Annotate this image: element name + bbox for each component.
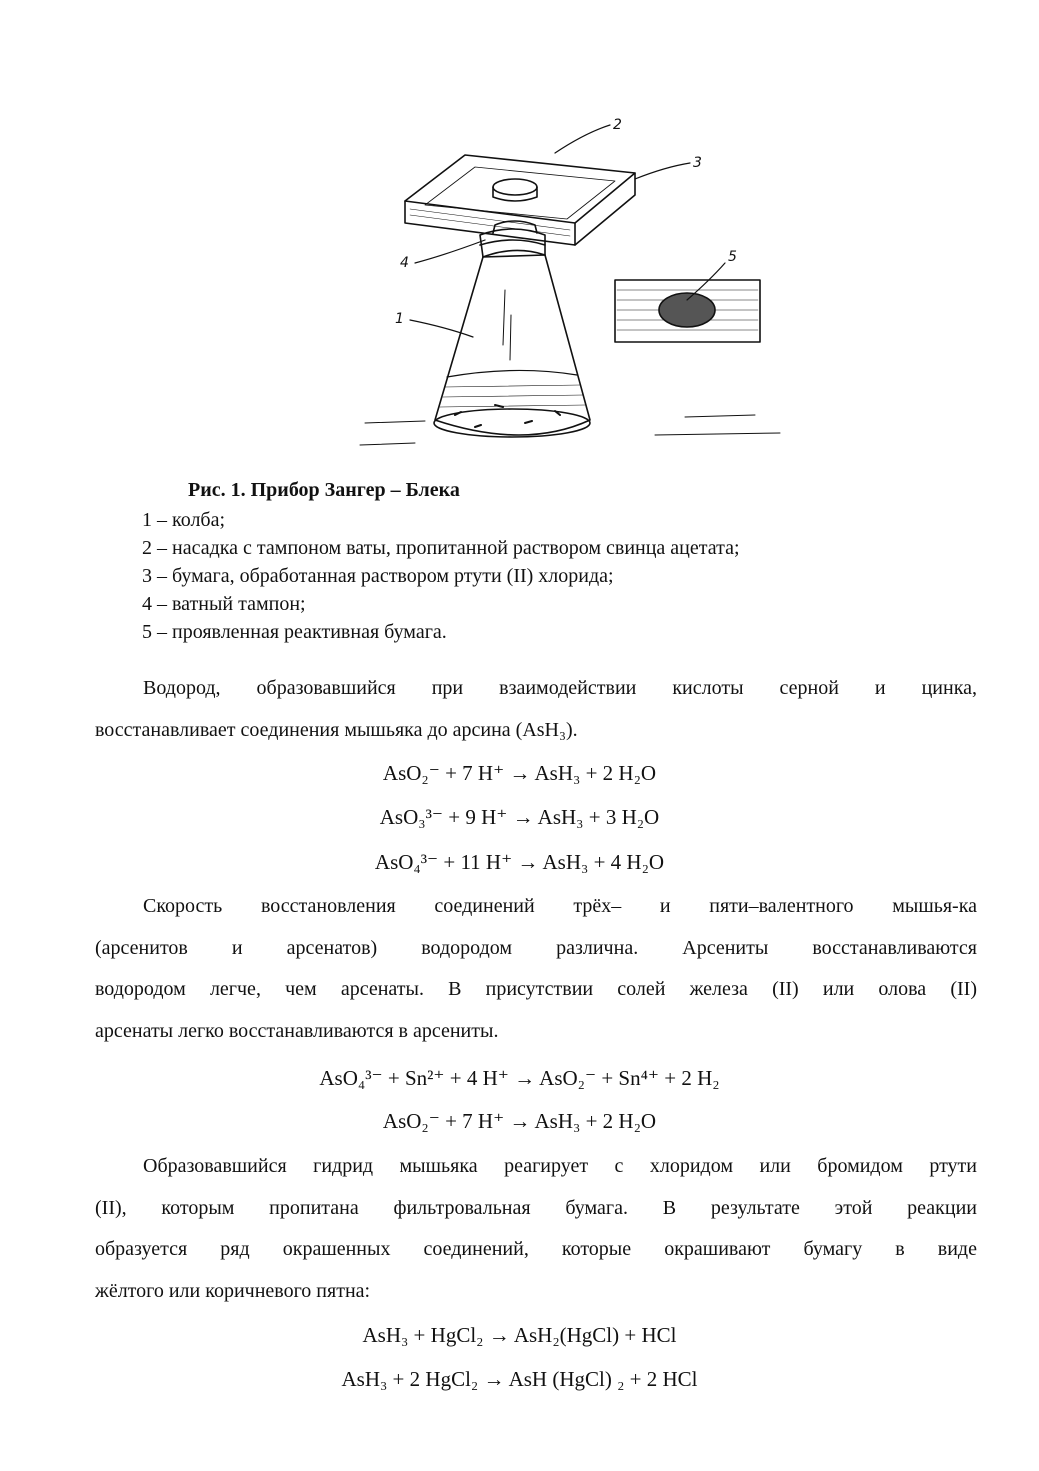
text-line: водородом легче, чем арсенаты. В присутствии солей железа (II) или олова (II) [95, 978, 977, 1000]
text-line: (арсенитов и арсенатов) водородом различна. Арсениты восстанавливаются [95, 936, 977, 959]
text-line: (II), которым пропитана фильтровальная бумага. В результате этой реакции [95, 1196, 977, 1219]
equation: AsO₄³⁻ + Sn²⁺ + 4 H⁺ → AsO₂⁻ + Sn⁴⁺ + 2 H₂ [319, 1066, 720, 1090]
legend-item: 4 – ватный тампон; [142, 593, 306, 615]
equation: AsO₄³⁻ + 11 H⁺ → AsH₃ + 4 H₂O [374, 850, 665, 874]
callout-1: 1 [395, 311, 404, 327]
paragraph-arsine-reaction [95, 1146, 977, 1312]
text-line: восстанавливает соединения мышьяка до арсина (AsH₃). [95, 718, 578, 741]
callout-5: 5 [728, 249, 737, 265]
legend-item: 1 – колба; [142, 509, 226, 531]
figure-caption-title: Рис. 1. Прибор Зангер – Блека [188, 479, 460, 501]
paragraph-reduction-rate [95, 886, 977, 1052]
equation: AsO₂⁻ + 7 H⁺ → AsH₃ + 2 H₂O [382, 1109, 657, 1133]
text-line: образуется ряд окрашенных соединений, которые окрашивают бумагу в виде [95, 1238, 977, 1260]
text-line: арсенаты легко восстанавливаются в арсениты. [95, 1019, 499, 1042]
legend-item: 2 – насадка с тампоном ваты, пропитанной раствором свинца ацетата; [142, 537, 740, 559]
apparatus-figure [355, 105, 785, 455]
figure-legend [142, 506, 740, 646]
text-line: Скорость восстановления соединений трёх– и пяти–валентного мышья-ка [143, 895, 977, 917]
callout-3: 3 [693, 155, 702, 171]
legend-item: 5 – проявленная реактивная бумага. [142, 621, 447, 643]
equation: AsO₃³⁻ + 9 H⁺ → AsH₃ + 3 H₂O [379, 805, 660, 829]
callout-4: 4 [400, 255, 409, 271]
text-line: Водород, образовавшийся при взаимодействии кислоты серной и цинка, [143, 677, 977, 699]
flask [435, 255, 590, 435]
paragraph-hydrogen [95, 668, 977, 751]
equation: AsO₂⁻ + 7 H⁺ → AsH₃ + 2 H₂O [382, 761, 657, 785]
callout-2: 2 [613, 117, 622, 133]
legend-item: 3 – бумага, обработанная раствором ртути (II) хлорида; [142, 565, 614, 587]
equation: AsH₃ + HgCl₂ → AsH₂(HgCl) + HCl [362, 1323, 677, 1347]
equation: AsH₃ + 2 HgCl₂ → AsH (HgCl) ₂ + 2 HCl [341, 1367, 698, 1391]
text-line: жёлтого или коричневого пятна: [95, 1279, 371, 1302]
text-line: Образовавшийся гидрид мышьяка реагирует с хлоридом или бромидом ртути [143, 1155, 977, 1177]
